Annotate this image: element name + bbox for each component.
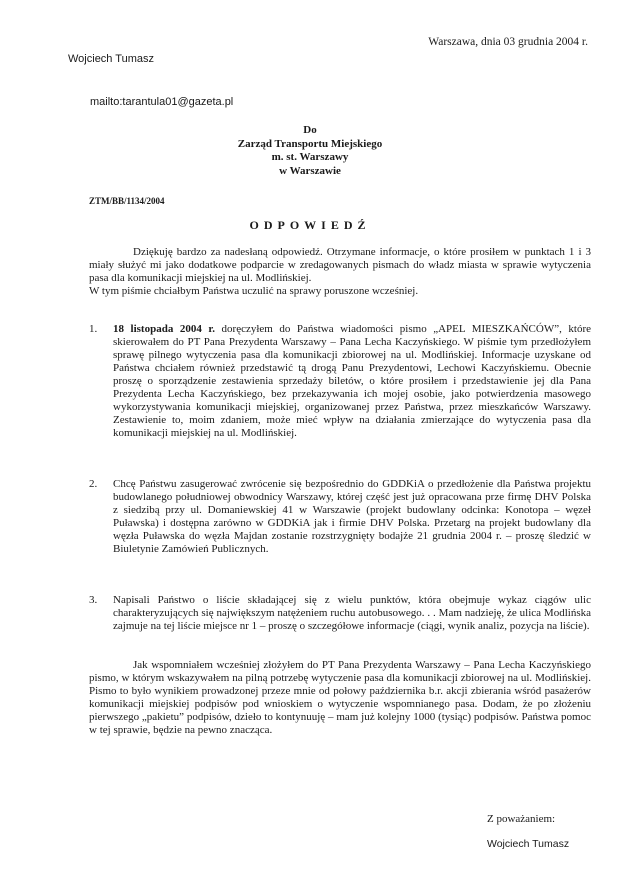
intro-line-2: W tym piśmie chciałbym Państwa uczulić na sprawy poruszone wcześniej.	[89, 285, 419, 297]
letter-title: ODPOWIEDŹ	[249, 218, 371, 232]
signature-greeting: Z poważaniem:	[487, 813, 556, 825]
item-text: Chcę Państwu zasugerować zwrócenie się bezpośrednio do GDDKiA o przedłożenie dla Państwa projektu budowlanego południowej obwodnicy Warszawy, której część jest już opracowana prze firmę DHV Polska z siedzibą przy ul. Domaniewskiej 41 w Warszawie (projekt budowlany odcinka: Konotopa – węzeł Puławska) i dostępna zarówno w GDDKiA jak i firmie DHV Polska. Przetarg na projekt budowlany dla węzła Puławska do węzła Majdan zostanie rozstrzygnięty bodajże 21 grudnia 2004 r. – proszę śledzić w Biuletynie Zamówień Publicznych.	[113, 478, 591, 555]
reference-number: ZTM/BB/1134/2004	[89, 196, 165, 206]
signature-name: Wojciech Tumasz	[487, 838, 570, 850]
list-item-1	[89, 323, 591, 440]
item-number: 1.	[89, 323, 98, 335]
recipient-block	[0, 124, 620, 178]
intro-section	[89, 246, 591, 298]
recipient-line-2: Zarząd Transportu Miejskiego	[237, 137, 383, 150]
intro-paragraph: Dziękuję bardzo za nadesłaną odpowiedź. Otrzymane informacje, o które prosiłem w punktach 1 i 3 miały służyć mi jako dodatkowe podparcie w zredagowanych pismach do władz miasta w sprawie wytyczenia pasa dla komunikacji miejskiej na ul. Modlińskiej.	[89, 246, 591, 284]
recipient-line-3: m. st. Warszawy	[271, 151, 349, 163]
item-text: doręczyłem do Państwa wiadomości pismo „APEL MIESZKAŃCÓW”, które skierowałem do PT Pana Prezydenta Warszawy – Pana Lecha Kaczyńskiego. W piśmie tym przedłożyłem sprawę pilnego wytyczenia pasa dla komunikacji zbiorowej na ul. Modlińskiej. Informacje uzyskane od Państwa chciałem również przedstawić tą drogą Panu Prezydentowi, Lechowi Kaczyńskiemu. Obecnie proszę o sporządzenie zestawienia sprzedaży biletów, o które prosiłem i przedstawienie jej dla Pana Prezydenta Lecha Kaczyńskiego, bez przekazywania ich mojej osobie, jako potwierdzenia masowego wykorzystywania komunikacji miejskiej, organizowanej przez Państwa, przez mieszkańców Warszawy. Zestawienie to, moim zdaniem, może mieć wpływ na działania zmierzające do wytyczenia pasa dla komunikacji miejskiej na ul. Modlińskiej.	[113, 323, 591, 439]
list-item-2	[89, 478, 591, 556]
item-number: 2.	[89, 478, 98, 490]
recipient-line-1: Do	[303, 124, 317, 136]
sender-email: mailto:tarantula01@gazeta.pl	[90, 96, 234, 108]
item-number: 3.	[89, 594, 98, 606]
item-date-bold: 18 listopada 2004 r.	[113, 323, 216, 335]
list-item-3	[89, 594, 591, 633]
sender-name: Wojciech Tumasz	[68, 53, 154, 65]
closing-paragraph: Jak wspomniałem wcześniej złożyłem do PT Pana Prezydenta Warszawy – Pana Lecha Kaczyńskiego pismo, w którym wskazywałem na pilną potrzebę wytyczenie pasa dla komunikacji zbiorowej na ul. Modlińskiej. Pismo to było wynikiem prowadzonej przeze mnie od połowy października b.r. akcji zbierania wśród pasażerów komunikacji miejskiej podpisów pod wnioskiem o wytyczenie wspomnianego pasa. Dodam, że po złożeniu pierwszego „pakietu” podpisów, dzieło to kontynuuję – mam już kolejny 1000 (tysiąc) podpisów. Państwa pomoc w tej sprawie, będzie na pewno znacząca.	[89, 659, 591, 736]
item-text: Napisali Państwo o liście składającej się z wielu punktów, która obejmuje wykaz ciągów ulic charakteryzujących się największym natężeniem ruchu autobusowego. . . Mam nadzieję, że ulica Modlińska zajmuje na tej liście miejsce nr 1 – proszę o szczegółowe informacje (ciągi, wynik analiz, pozycja na liście).	[113, 594, 591, 632]
recipient-line-4: w Warszawie	[279, 164, 341, 177]
letter-date: Warszawa, dnia 03 grudnia 2004 r.	[428, 36, 588, 48]
